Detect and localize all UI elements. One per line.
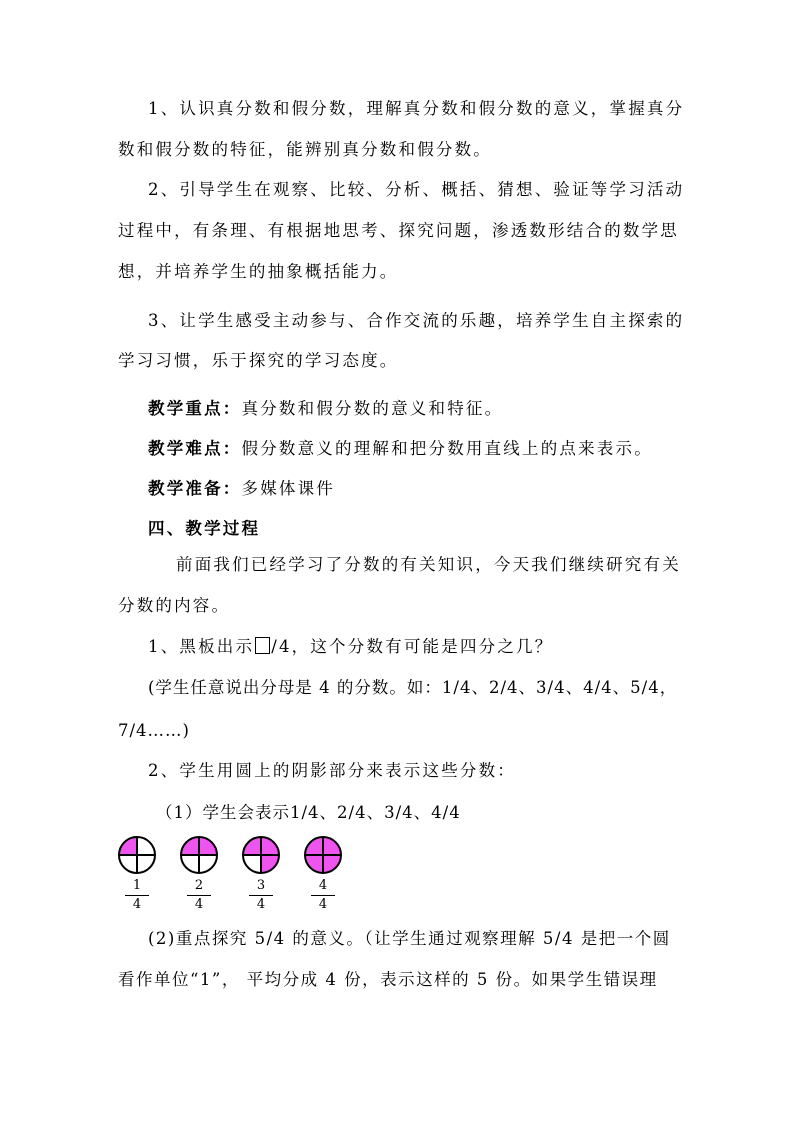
- fraction-denominator: 4: [256, 897, 266, 912]
- fraction-label-1: [125, 879, 149, 912]
- fraction-label-4: [311, 879, 335, 912]
- step-2-sub-2-line-1: (2)重点探究 5/4 的意义。（让学生通过观察理解 5/4 是把一个圆: [148, 929, 671, 948]
- fraction-numerator: 1: [125, 879, 149, 896]
- fraction-circle-4: [305, 837, 341, 873]
- intro-line-2: 分数的内容。: [118, 596, 231, 615]
- key-points-label: 教学重点：: [148, 399, 242, 418]
- fraction-circle-3: [243, 837, 279, 873]
- objective-3-line-1: 3、让学生感受主动参与、合作交流的乐趣，培养学生自主探索的: [148, 311, 685, 330]
- fraction-denominator: 4: [132, 897, 142, 912]
- key-points-text: 真分数和假分数的意义和特征。: [241, 399, 504, 418]
- fraction-circles-figure: [112, 830, 352, 922]
- key-points: [148, 398, 708, 420]
- objective-2-line-3: 想，并培养学生的抽象概括能力。: [118, 262, 399, 281]
- preparation: [148, 478, 708, 500]
- fraction-denominator: 4: [194, 897, 204, 912]
- fraction-label-2: [187, 879, 211, 912]
- fraction-circle-1: [119, 837, 155, 873]
- step-1-note-line-2: 7/4……): [118, 721, 190, 740]
- difficulties-label: 教学难点：: [148, 439, 242, 458]
- intro-line-1: 前面我们已经学习了分数的有关知识，今天我们继续研究有关: [176, 555, 681, 574]
- step-1: [148, 636, 708, 658]
- objective-2-line-2: 过程中，有条理、有根据地思考、探究问题，渗透数形结合的数学思: [118, 221, 679, 240]
- fraction-numerator: 2: [187, 879, 211, 896]
- step-1-before: 1、黑板出示: [148, 637, 255, 656]
- fraction-numerator: 3: [249, 879, 273, 896]
- step-2-sub-2-line-2: 看作单位“1”， 平均分成 4 份，表示这样的 5 份。如果学生错误理: [118, 970, 658, 989]
- preparation-text: 多媒体课件: [241, 479, 335, 498]
- fraction-denominator: 4: [318, 897, 328, 912]
- objective-2-line-1: 2、引导学生在观察、比较、分析、概括、猜想、验证等学习活动: [148, 180, 685, 199]
- difficulties: [148, 438, 708, 460]
- objective-1-line-2: 数和假分数的特征，能辨别真分数和假分数。: [118, 140, 492, 159]
- fraction-circle-2: [181, 837, 217, 873]
- preparation-label: 教学准备：: [148, 479, 242, 498]
- step-1-after: /4，这个分数有可能是四分之几？: [271, 637, 554, 656]
- step-2-sub-1: （1）学生会表示1/4、2/4、3/4、4/4: [156, 803, 461, 822]
- step-1-note-line-1: (学生任意说出分母是 4 的分数。如：1/4、2/4、3/4、4/4、5/4，: [148, 678, 678, 697]
- objective-3-line-2: 学习习惯，乐于探究的学习态度。: [118, 351, 399, 370]
- fraction-label-3: [249, 879, 273, 912]
- step-2: 2、学生用圆上的阴影部分来表示这些分数：: [148, 761, 516, 780]
- blank-box-icon: [255, 637, 270, 654]
- fraction-numerator: 4: [311, 879, 335, 896]
- fraction-circles: [112, 830, 352, 878]
- difficulties-text: 假分数意义的理解和把分数用直线上的点来表示。: [241, 439, 653, 458]
- process-heading: 四、教学过程: [148, 519, 261, 538]
- objective-1-line-1: 1、认识真分数和假分数，理解真分数和假分数的意义，掌握真分: [148, 99, 685, 118]
